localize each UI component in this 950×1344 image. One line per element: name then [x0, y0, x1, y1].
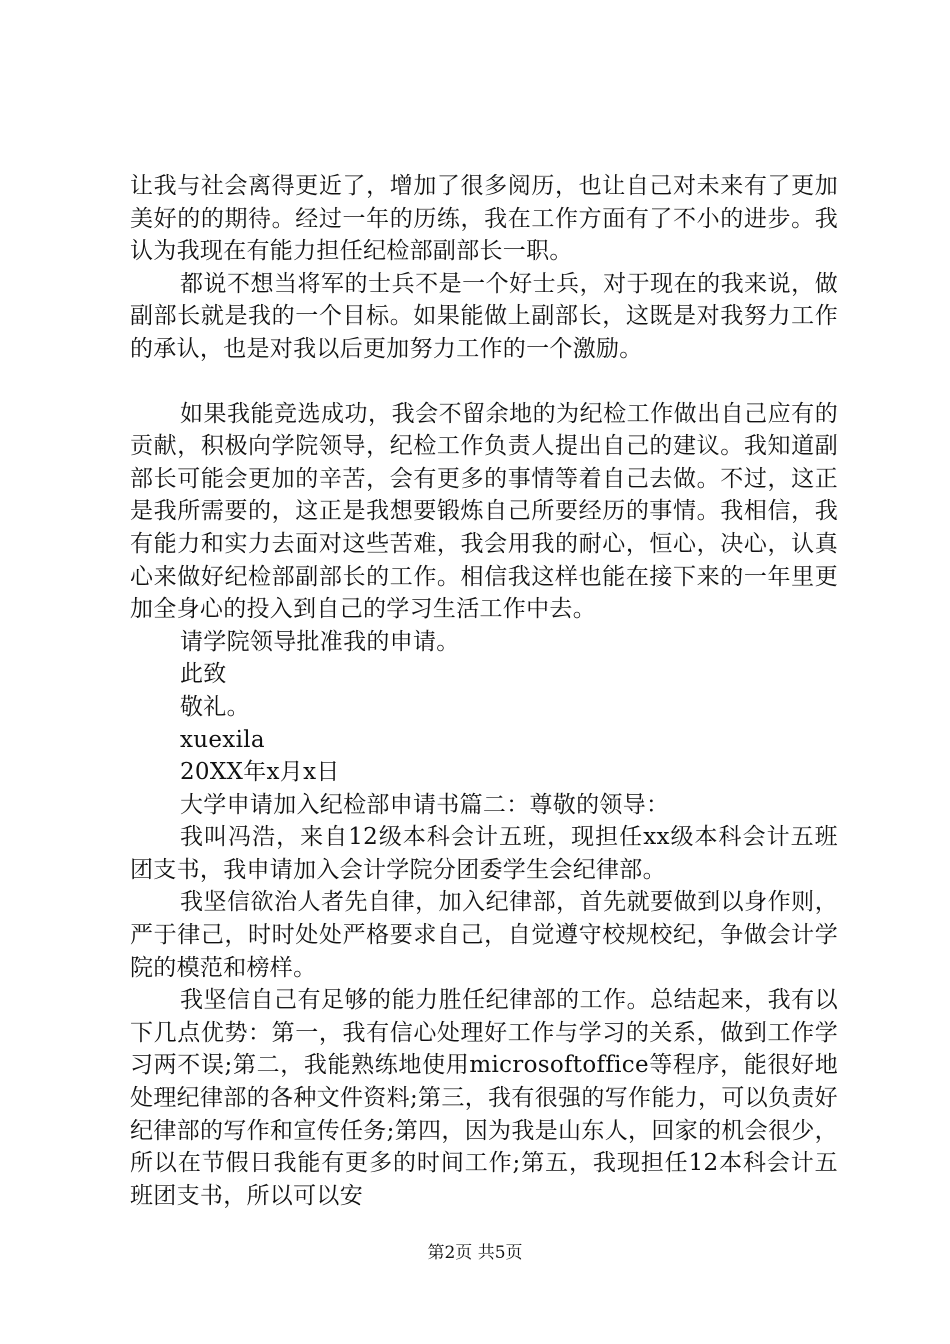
closing-regards: 敬礼。 — [180, 693, 250, 720]
date-line: 20XX年x月x日 — [180, 759, 340, 786]
document-body — [130, 170, 838, 1212]
closing-salutation: 此致 — [180, 661, 227, 688]
paragraph-continued: 让我与社会离得更近了，增加了很多阅历，也让自己对未来有了更加美好的的期待。经过一年的历练，我在工作方面有了不小的进步。我认为我现在有能力担任纪检部副部长一职。 — [130, 173, 838, 265]
paragraph-commitment: 如果我能竞选成功，我会不留余地的为纪检工作做出自己应有的贡献，积极向学院领导，纪检工作负责人提出自己的建议。我知道副部长可能会更加的辛苦，会有更多的事情等着自己去做。不过，这正是我所需要的，这正是我想要锻炼自己所要经历的事情。我相信，我有能力和实力去面对这些苦难，我会用我的耐心，恒心，决心，认真心来做好纪检部副部长的工作。相信我这样也能在接下来的一年里更加全身心的投入到自己的学习生活工作中去。 — [130, 400, 838, 623]
signature: xuexila — [180, 726, 265, 753]
paragraph-advantages: 我坚信自己有足够的能力胜任纪律部的工作。总结起来，我有以下几点优势：第一，我有信心处理好工作与学习的关系，做到工作学习两不误;第二，我能熟练地使用microsoftoffice等程序，能很好地处理纪律部的各种文件资料;第三，我有很强的写作能力，可以负责好纪律部的写作和宣传任务;第四，因为我是山东人，回家的机会很少，所以在节假日我能有更多的时间工作;第五，我现担任12本科会计五班团支书，所以可以安 — [130, 987, 838, 1209]
page-number-footer: 第2页 共5页 — [427, 1243, 523, 1263]
paragraph-self-discipline: 我坚信欲治人者先自律，加入纪律部，首先就要做到以身作则，严于律己，时时处处严格要求自己，自觉遵守校规校纪，争做会计学院的模范和榜样。 — [130, 889, 838, 981]
section-heading: 大学申请加入纪检部申请书篇二：尊敬的领导： — [180, 791, 670, 818]
request-line: 请学院领导批准我的申请。 — [180, 628, 460, 655]
paragraph-introduction: 我叫冯浩，来自12级本科会计五班，现担任xx级本科会计五班团支书，我申请加入会计学院分团委学生会纪律部。 — [130, 824, 838, 883]
paragraph-goal: 都说不想当将军的士兵不是一个好士兵，对于现在的我来说，做副部长就是我的一个目标。如果能做上副部长，这既是对我努力工作的承认，也是对我以后更加努力工作的一个激励。 — [130, 270, 838, 362]
